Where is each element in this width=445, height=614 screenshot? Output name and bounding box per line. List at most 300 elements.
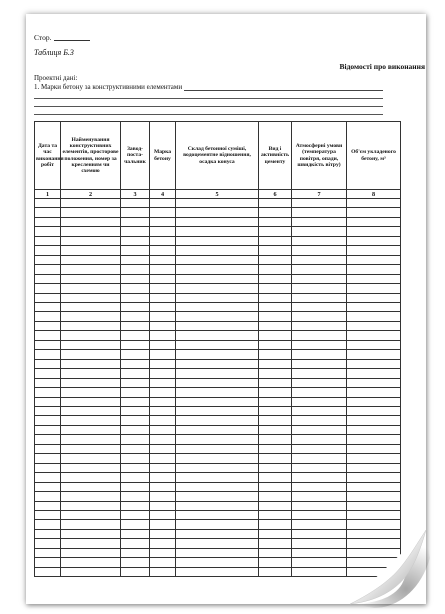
table-cell[interactable]	[61, 293, 121, 302]
table-cell[interactable]	[292, 246, 347, 255]
table-cell[interactable]	[150, 548, 176, 557]
table-cell[interactable]	[35, 435, 61, 444]
table-cell[interactable]	[259, 501, 292, 510]
table-cell[interactable]	[35, 293, 61, 302]
table-cell[interactable]	[150, 236, 176, 245]
table-cell[interactable]	[347, 265, 401, 274]
table-cell[interactable]	[347, 340, 401, 349]
table-cell[interactable]	[150, 378, 176, 387]
table-cell[interactable]	[259, 520, 292, 529]
table-cell[interactable]	[35, 454, 61, 463]
table-cell[interactable]	[347, 454, 401, 463]
table-cell[interactable]	[61, 302, 121, 311]
table-cell[interactable]	[61, 397, 121, 406]
table-cell[interactable]	[259, 255, 292, 264]
table-cell[interactable]	[150, 510, 176, 519]
table-cell[interactable]	[259, 454, 292, 463]
table-cell[interactable]	[35, 208, 61, 217]
table-cell[interactable]	[121, 388, 150, 397]
table-cell[interactable]	[347, 425, 401, 434]
table-cell[interactable]	[61, 473, 121, 482]
table-cell[interactable]	[35, 510, 61, 519]
table-cell[interactable]	[292, 444, 347, 453]
table-cell[interactable]	[259, 199, 292, 208]
table-cell[interactable]	[150, 350, 176, 359]
table-cell[interactable]	[292, 510, 347, 519]
table-cell[interactable]	[61, 510, 121, 519]
table-cell[interactable]	[347, 227, 401, 236]
table-cell[interactable]	[292, 274, 347, 283]
table-cell[interactable]	[347, 255, 401, 264]
table-cell[interactable]	[292, 255, 347, 264]
table-cell[interactable]	[292, 302, 347, 311]
concrete-grades-blank[interactable]	[184, 84, 383, 91]
table-cell[interactable]	[121, 501, 150, 510]
table-cell[interactable]	[176, 378, 259, 387]
table-cell[interactable]	[121, 359, 150, 368]
table-cell[interactable]	[176, 331, 259, 340]
table-cell[interactable]	[61, 435, 121, 444]
table-cell[interactable]	[259, 397, 292, 406]
table-cell[interactable]	[61, 331, 121, 340]
table-cell[interactable]	[35, 463, 61, 472]
table-cell[interactable]	[259, 425, 292, 434]
table-cell[interactable]	[259, 473, 292, 482]
table-cell[interactable]	[292, 388, 347, 397]
table-cell[interactable]	[347, 359, 401, 368]
table-cell[interactable]	[150, 463, 176, 472]
table-cell[interactable]	[347, 331, 401, 340]
table-cell[interactable]	[176, 567, 259, 576]
table-cell[interactable]	[347, 217, 401, 226]
table-cell[interactable]	[61, 359, 121, 368]
table-cell[interactable]	[150, 331, 176, 340]
table-cell[interactable]	[121, 416, 150, 425]
table-cell[interactable]	[292, 520, 347, 529]
table-cell[interactable]	[121, 454, 150, 463]
table-cell[interactable]	[176, 302, 259, 311]
table-cell[interactable]	[259, 302, 292, 311]
table-cell[interactable]	[121, 435, 150, 444]
table-cell[interactable]	[292, 473, 347, 482]
table-cell[interactable]	[347, 284, 401, 293]
table-cell[interactable]	[176, 492, 259, 501]
table-cell[interactable]	[176, 539, 259, 548]
table-cell[interactable]	[292, 425, 347, 434]
table-cell[interactable]	[150, 265, 176, 274]
table-cell[interactable]	[35, 246, 61, 255]
table-cell[interactable]	[121, 255, 150, 264]
table-cell[interactable]	[61, 284, 121, 293]
design-data-blank-line[interactable]	[34, 98, 383, 99]
table-cell[interactable]	[176, 463, 259, 472]
table-cell[interactable]	[292, 463, 347, 472]
table-cell[interactable]	[176, 501, 259, 510]
table-cell[interactable]	[347, 388, 401, 397]
table-cell[interactable]	[121, 529, 150, 538]
table-cell[interactable]	[176, 293, 259, 302]
table-cell[interactable]	[259, 548, 292, 557]
table-cell[interactable]	[61, 548, 121, 557]
table-cell[interactable]	[150, 454, 176, 463]
table-cell[interactable]	[35, 331, 61, 340]
table-cell[interactable]	[35, 312, 61, 321]
table-cell[interactable]	[35, 482, 61, 491]
table-cell[interactable]	[150, 255, 176, 264]
table-cell[interactable]	[35, 558, 61, 567]
table-cell[interactable]	[121, 217, 150, 226]
table-cell[interactable]	[150, 369, 176, 378]
table-cell[interactable]	[121, 284, 150, 293]
table-cell[interactable]	[150, 359, 176, 368]
table-cell[interactable]	[259, 529, 292, 538]
table-cell[interactable]	[150, 425, 176, 434]
table-cell[interactable]	[35, 473, 61, 482]
design-data-blank-line[interactable]	[34, 114, 383, 115]
table-cell[interactable]	[35, 539, 61, 548]
table-cell[interactable]	[121, 312, 150, 321]
table-cell[interactable]	[121, 482, 150, 491]
table-cell[interactable]	[292, 501, 347, 510]
table-cell[interactable]	[347, 397, 401, 406]
table-cell[interactable]	[292, 482, 347, 491]
table-cell[interactable]	[150, 293, 176, 302]
table-cell[interactable]	[347, 473, 401, 482]
table-cell[interactable]	[35, 520, 61, 529]
table-cell[interactable]	[61, 208, 121, 217]
table-cell[interactable]	[176, 199, 259, 208]
table-cell[interactable]	[35, 274, 61, 283]
table-cell[interactable]	[121, 492, 150, 501]
table-cell[interactable]	[292, 369, 347, 378]
table-cell[interactable]	[35, 416, 61, 425]
table-cell[interactable]	[61, 416, 121, 425]
table-cell[interactable]	[292, 558, 347, 567]
table-cell[interactable]	[292, 529, 347, 538]
table-cell[interactable]	[150, 321, 176, 330]
table-cell[interactable]	[61, 369, 121, 378]
table-cell[interactable]	[176, 217, 259, 226]
table-cell[interactable]	[259, 388, 292, 397]
table-cell[interactable]	[61, 558, 121, 567]
table-cell[interactable]	[35, 284, 61, 293]
table-cell[interactable]	[35, 567, 61, 576]
table-cell[interactable]	[61, 454, 121, 463]
table-cell[interactable]	[121, 208, 150, 217]
table-cell[interactable]	[35, 529, 61, 538]
table-cell[interactable]	[259, 463, 292, 472]
table-cell[interactable]	[176, 425, 259, 434]
table-cell[interactable]	[176, 255, 259, 264]
table-cell[interactable]	[150, 217, 176, 226]
table-cell[interactable]	[347, 199, 401, 208]
table-cell[interactable]	[347, 236, 401, 245]
table-cell[interactable]	[259, 217, 292, 226]
table-cell[interactable]	[61, 463, 121, 472]
table-cell[interactable]	[347, 492, 401, 501]
table-cell[interactable]	[61, 406, 121, 415]
table-cell[interactable]	[121, 397, 150, 406]
table-cell[interactable]	[292, 321, 347, 330]
table-cell[interactable]	[61, 444, 121, 453]
table-cell[interactable]	[347, 312, 401, 321]
table-cell[interactable]	[121, 510, 150, 519]
table-cell[interactable]	[259, 321, 292, 330]
table-cell[interactable]	[292, 331, 347, 340]
table-cell[interactable]	[121, 558, 150, 567]
table-cell[interactable]	[61, 217, 121, 226]
table-cell[interactable]	[61, 425, 121, 434]
table-cell[interactable]	[35, 255, 61, 264]
table-cell[interactable]	[61, 199, 121, 208]
table-cell[interactable]	[292, 199, 347, 208]
table-cell[interactable]	[121, 265, 150, 274]
table-cell[interactable]	[176, 454, 259, 463]
table-cell[interactable]	[347, 378, 401, 387]
design-data-blank-line[interactable]	[34, 106, 383, 107]
table-cell[interactable]	[121, 520, 150, 529]
table-cell[interactable]	[121, 406, 150, 415]
table-cell[interactable]	[35, 548, 61, 557]
table-cell[interactable]	[35, 369, 61, 378]
table-cell[interactable]	[259, 227, 292, 236]
table-cell[interactable]	[176, 246, 259, 255]
table-cell[interactable]	[176, 369, 259, 378]
table-cell[interactable]	[121, 236, 150, 245]
table-cell[interactable]	[61, 340, 121, 349]
table-cell[interactable]	[150, 406, 176, 415]
table-cell[interactable]	[61, 246, 121, 255]
table-cell[interactable]	[35, 378, 61, 387]
table-cell[interactable]	[259, 208, 292, 217]
table-cell[interactable]	[121, 548, 150, 557]
table-cell[interactable]	[61, 539, 121, 548]
table-cell[interactable]	[292, 217, 347, 226]
table-cell[interactable]	[259, 510, 292, 519]
table-cell[interactable]	[121, 302, 150, 311]
table-cell[interactable]	[61, 501, 121, 510]
table-cell[interactable]	[121, 331, 150, 340]
table-cell[interactable]	[347, 350, 401, 359]
table-cell[interactable]	[121, 293, 150, 302]
table-cell[interactable]	[347, 369, 401, 378]
table-cell[interactable]	[259, 406, 292, 415]
table-cell[interactable]	[121, 350, 150, 359]
table-cell[interactable]	[35, 425, 61, 434]
table-cell[interactable]	[347, 293, 401, 302]
table-cell[interactable]	[259, 444, 292, 453]
table-cell[interactable]	[61, 312, 121, 321]
table-cell[interactable]	[150, 416, 176, 425]
table-cell[interactable]	[121, 227, 150, 236]
table-cell[interactable]	[121, 444, 150, 453]
table-cell[interactable]	[121, 321, 150, 330]
table-cell[interactable]	[347, 406, 401, 415]
table-cell[interactable]	[259, 482, 292, 491]
table-cell[interactable]	[61, 265, 121, 274]
table-cell[interactable]	[121, 463, 150, 472]
table-cell[interactable]	[150, 558, 176, 567]
table-cell[interactable]	[35, 359, 61, 368]
table-cell[interactable]	[35, 492, 61, 501]
table-cell[interactable]	[150, 227, 176, 236]
table-cell[interactable]	[292, 227, 347, 236]
table-cell[interactable]	[176, 416, 259, 425]
table-cell[interactable]	[347, 416, 401, 425]
table-cell[interactable]	[61, 321, 121, 330]
table-cell[interactable]	[35, 265, 61, 274]
table-cell[interactable]	[150, 312, 176, 321]
table-cell[interactable]	[61, 567, 121, 576]
table-cell[interactable]	[259, 246, 292, 255]
table-cell[interactable]	[61, 350, 121, 359]
table-cell[interactable]	[292, 416, 347, 425]
page-number-blank[interactable]	[54, 34, 90, 41]
table-cell[interactable]	[35, 444, 61, 453]
table-cell[interactable]	[121, 425, 150, 434]
table-cell[interactable]	[176, 340, 259, 349]
table-cell[interactable]	[150, 567, 176, 576]
table-cell[interactable]	[259, 558, 292, 567]
table-cell[interactable]	[292, 284, 347, 293]
table-cell[interactable]	[176, 227, 259, 236]
table-cell[interactable]	[176, 444, 259, 453]
table-cell[interactable]	[259, 369, 292, 378]
table-cell[interactable]	[347, 463, 401, 472]
table-cell[interactable]	[292, 340, 347, 349]
table-cell[interactable]	[259, 274, 292, 283]
table-cell[interactable]	[259, 539, 292, 548]
table-cell[interactable]	[259, 350, 292, 359]
table-cell[interactable]	[35, 406, 61, 415]
table-cell[interactable]	[347, 246, 401, 255]
table-cell[interactable]	[292, 492, 347, 501]
table-cell[interactable]	[176, 312, 259, 321]
table-cell[interactable]	[176, 265, 259, 274]
table-cell[interactable]	[292, 378, 347, 387]
table-cell[interactable]	[347, 321, 401, 330]
table-cell[interactable]	[150, 246, 176, 255]
table-cell[interactable]	[259, 265, 292, 274]
table-cell[interactable]	[35, 302, 61, 311]
table-cell[interactable]	[176, 406, 259, 415]
table-cell[interactable]	[150, 208, 176, 217]
table-cell[interactable]	[150, 199, 176, 208]
table-cell[interactable]	[35, 236, 61, 245]
table-cell[interactable]	[150, 539, 176, 548]
table-cell[interactable]	[176, 359, 259, 368]
table-cell[interactable]	[150, 501, 176, 510]
table-cell[interactable]	[259, 331, 292, 340]
table-cell[interactable]	[150, 340, 176, 349]
table-cell[interactable]	[35, 199, 61, 208]
table-cell[interactable]	[150, 435, 176, 444]
table-cell[interactable]	[347, 302, 401, 311]
table-cell[interactable]	[176, 548, 259, 557]
table-cell[interactable]	[292, 397, 347, 406]
table-cell[interactable]	[61, 274, 121, 283]
table-cell[interactable]	[121, 539, 150, 548]
table-cell[interactable]	[35, 340, 61, 349]
table-cell[interactable]	[150, 482, 176, 491]
table-cell[interactable]	[176, 284, 259, 293]
table-cell[interactable]	[35, 321, 61, 330]
table-cell[interactable]	[61, 492, 121, 501]
table-cell[interactable]	[259, 378, 292, 387]
table-cell[interactable]	[61, 378, 121, 387]
table-cell[interactable]	[176, 482, 259, 491]
table-cell[interactable]	[121, 340, 150, 349]
table-cell[interactable]	[292, 406, 347, 415]
table-cell[interactable]	[292, 293, 347, 302]
table-cell[interactable]	[176, 435, 259, 444]
table-cell[interactable]	[176, 558, 259, 567]
table-cell[interactable]	[176, 321, 259, 330]
table-cell[interactable]	[292, 539, 347, 548]
table-cell[interactable]	[292, 359, 347, 368]
table-cell[interactable]	[150, 397, 176, 406]
table-cell[interactable]	[292, 567, 347, 576]
table-cell[interactable]	[150, 444, 176, 453]
table-cell[interactable]	[61, 520, 121, 529]
table-cell[interactable]	[259, 340, 292, 349]
table-cell[interactable]	[259, 312, 292, 321]
table-cell[interactable]	[150, 302, 176, 311]
table-cell[interactable]	[35, 227, 61, 236]
table-cell[interactable]	[150, 274, 176, 283]
table-cell[interactable]	[176, 473, 259, 482]
table-cell[interactable]	[176, 520, 259, 529]
table-cell[interactable]	[176, 388, 259, 397]
table-cell[interactable]	[347, 435, 401, 444]
table-cell[interactable]	[35, 350, 61, 359]
table-cell[interactable]	[292, 208, 347, 217]
table-cell[interactable]	[61, 388, 121, 397]
table-cell[interactable]	[259, 567, 292, 576]
table-cell[interactable]	[121, 369, 150, 378]
table-cell[interactable]	[347, 208, 401, 217]
table-cell[interactable]	[292, 548, 347, 557]
table-cell[interactable]	[121, 274, 150, 283]
table-cell[interactable]	[150, 284, 176, 293]
table-cell[interactable]	[259, 293, 292, 302]
table-cell[interactable]	[121, 199, 150, 208]
table-cell[interactable]	[176, 350, 259, 359]
table-cell[interactable]	[61, 236, 121, 245]
table-cell[interactable]	[347, 501, 401, 510]
table-cell[interactable]	[292, 454, 347, 463]
table-cell[interactable]	[61, 529, 121, 538]
table-cell[interactable]	[292, 435, 347, 444]
table-cell[interactable]	[176, 510, 259, 519]
table-cell[interactable]	[121, 246, 150, 255]
table-cell[interactable]	[259, 416, 292, 425]
table-cell[interactable]	[292, 265, 347, 274]
table-cell[interactable]	[347, 510, 401, 519]
table-cell[interactable]	[35, 217, 61, 226]
table-cell[interactable]	[121, 567, 150, 576]
table-cell[interactable]	[347, 482, 401, 491]
table-cell[interactable]	[292, 312, 347, 321]
table-cell[interactable]	[61, 227, 121, 236]
table-cell[interactable]	[259, 492, 292, 501]
table-cell[interactable]	[347, 444, 401, 453]
table-cell[interactable]	[150, 492, 176, 501]
table-cell[interactable]	[150, 473, 176, 482]
table-cell[interactable]	[61, 255, 121, 264]
table-cell[interactable]	[121, 473, 150, 482]
table-cell[interactable]	[150, 529, 176, 538]
